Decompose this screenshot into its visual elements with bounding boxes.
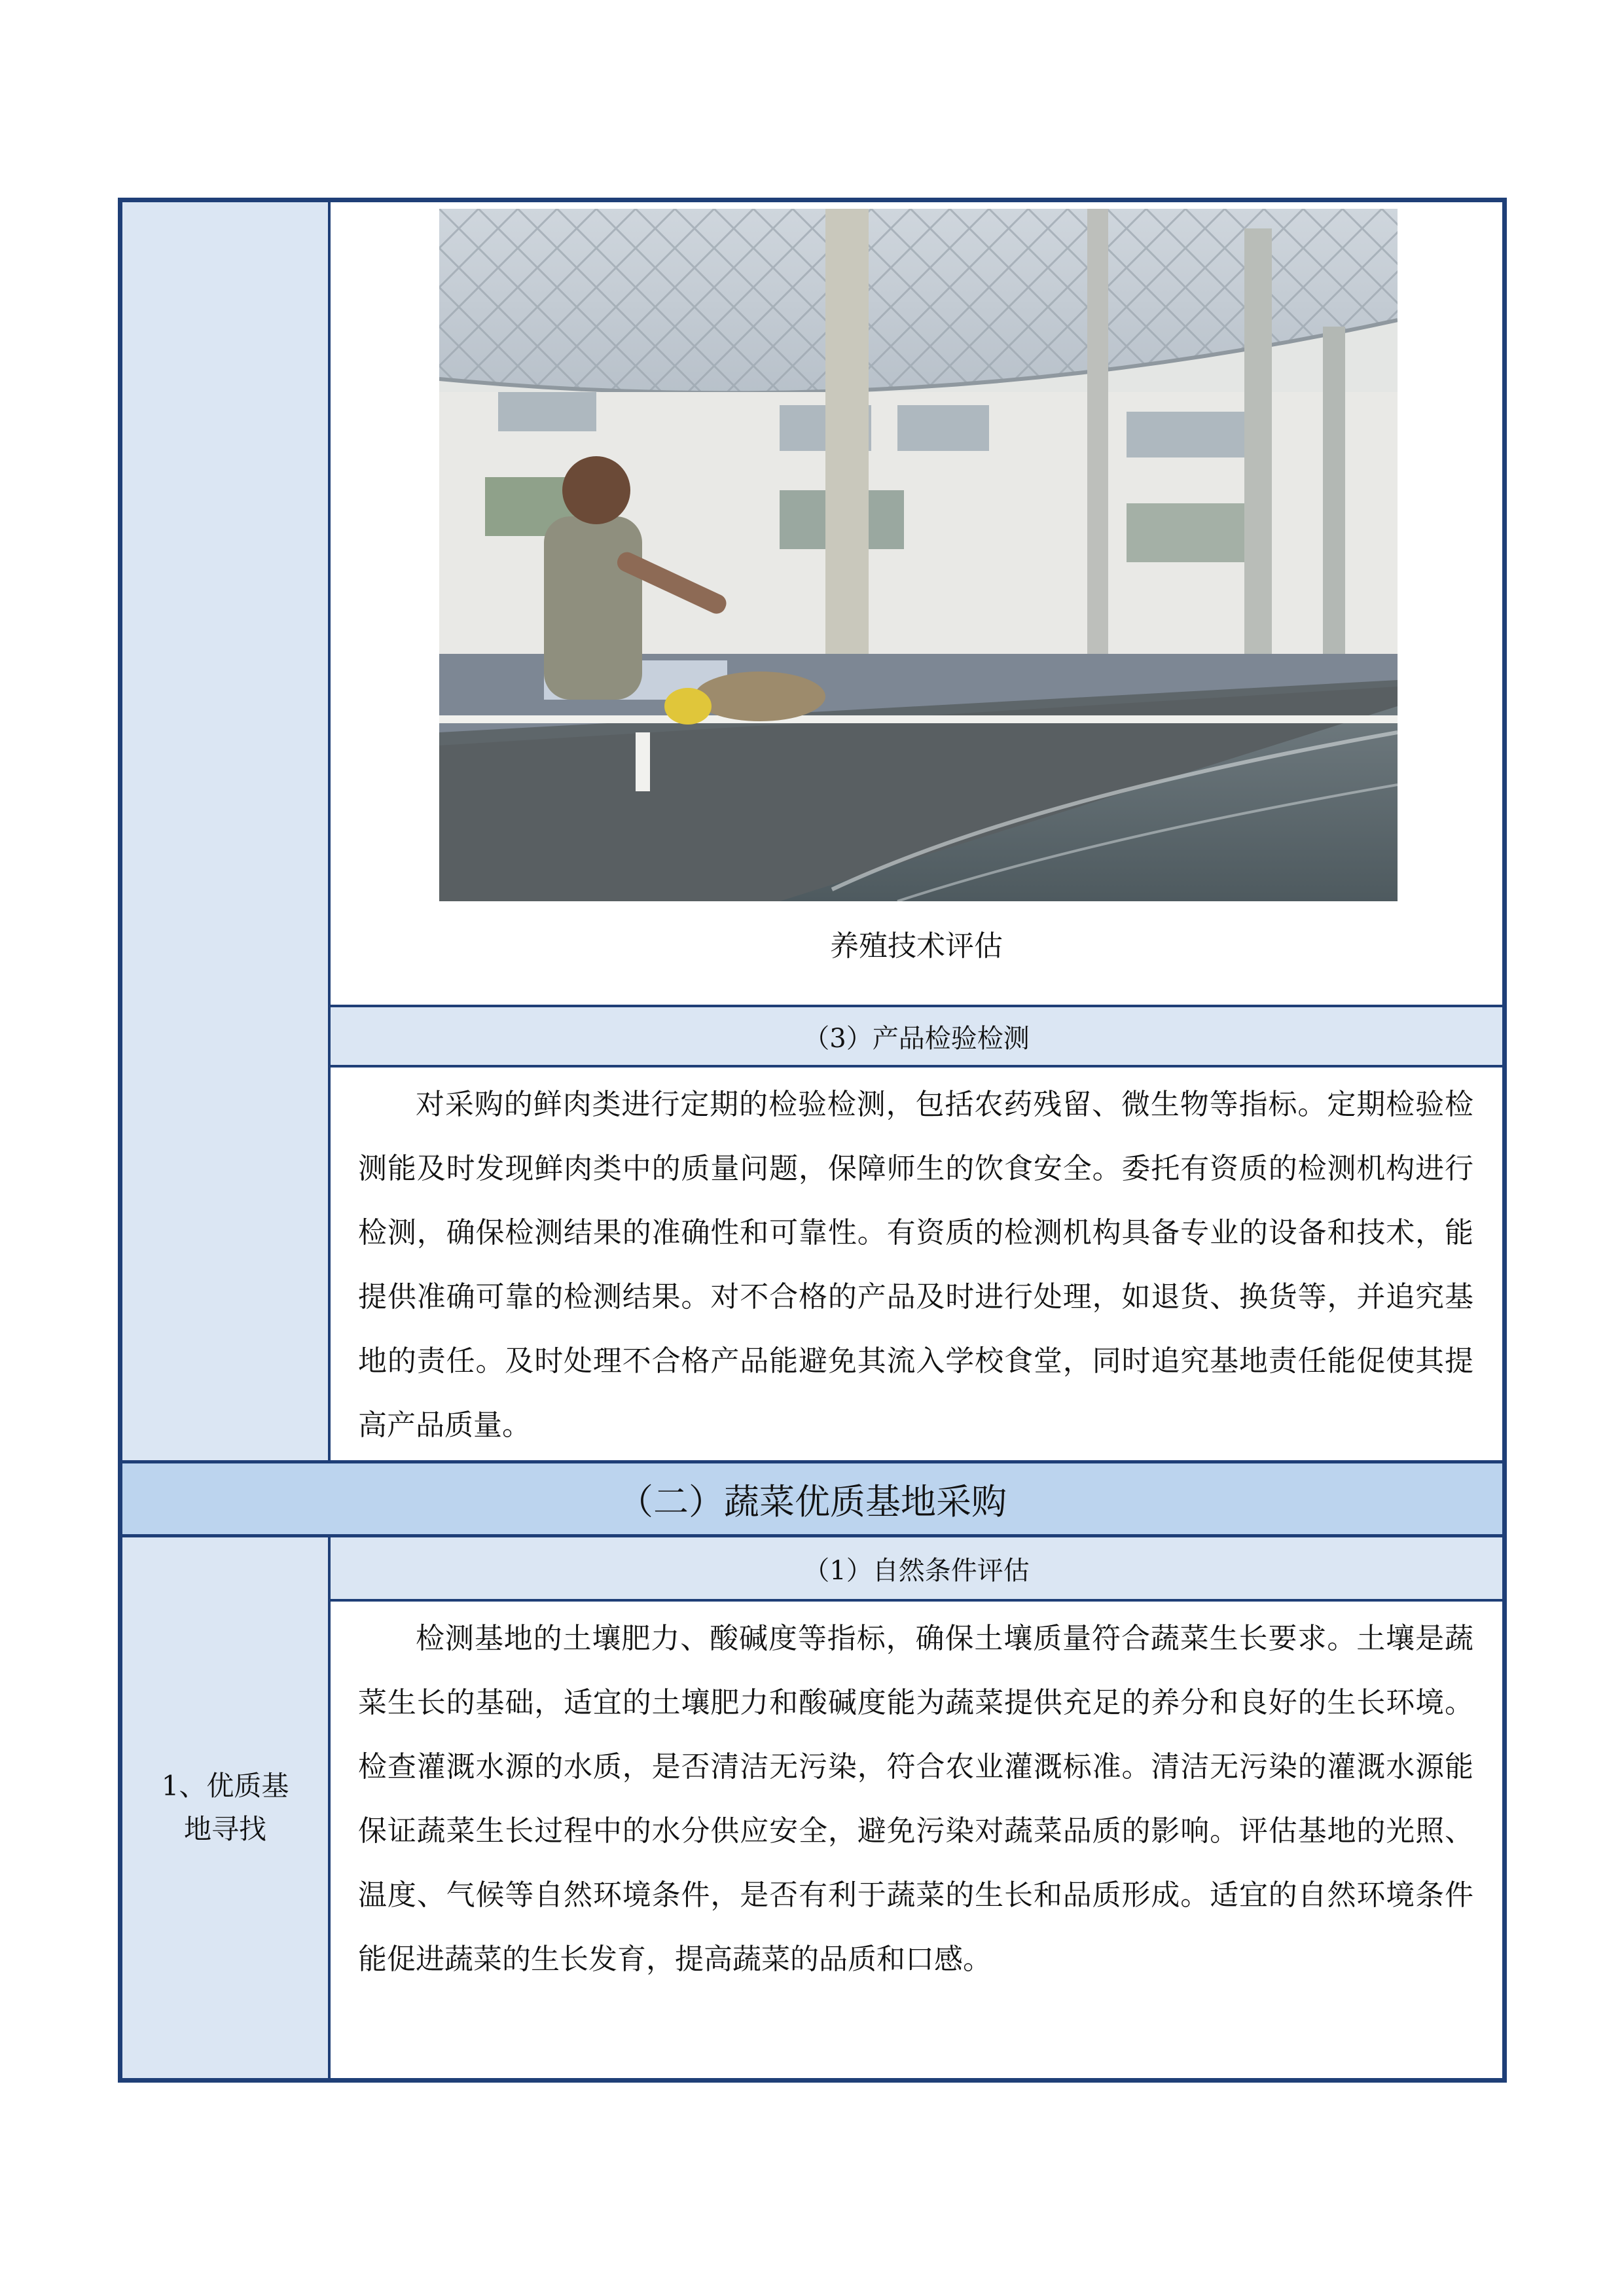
photo-cell bbox=[331, 202, 1502, 1005]
subsection-heading-natural-conditions: （1）自然条件评估 bbox=[331, 1537, 1502, 1602]
aquaculture-photo bbox=[439, 209, 1398, 901]
left-label-text: 1、优质基地寻找 bbox=[161, 1770, 289, 1845]
paragraph-product-inspection: 对采购的鲜肉类进行定期的检验检测，包括农药残留、微生物等指标。定期检验检测能及时发现鲜肉类中的质量问题，保障师生的饮食安全。委托有资质的检测机构进行检测，确保检测结果的准确性和可靠性。有资质的检测机构具备专业的设备和技术，能提供准确可靠的检测结果。对不合格的产品及时进行处理，如退货、换货等，并追究基地的责任。及时处理不合格产品能避免其流入学校食堂，同时追究基地责任能促使其提高产品质量。 bbox=[358, 1088, 1473, 1442]
photo-caption: 养殖技术评估 bbox=[830, 929, 1003, 963]
document-table bbox=[118, 198, 1507, 2083]
aquaculture-photo-illustration bbox=[439, 209, 1398, 901]
subsection-heading-product-inspection: （3）产品检验检测 bbox=[331, 1005, 1502, 1067]
left-label-cell-empty bbox=[122, 202, 331, 1460]
section-heading-vegetable-base: （二）蔬菜优质基地采购 bbox=[122, 1460, 1502, 1537]
paragraph-natural-conditions: 检测基地的土壤肥力、酸碱度等指标，确保土壤质量符合蔬菜生长要求。土壤是蔬菜生长的基础，适宜的土壤肥力和酸碱度能为蔬菜提供充足的养分和良好的生长环境。检查灌溉水源的水质，是否清洁无污染，符合农业灌溉标准。清洁无污染的灌溉水源能保证蔬菜生长过程中的水分供应安全，避免污染对蔬菜品质的影响。评估基地的光照、温度、气候等自然环境条件，是否有利于蔬菜的生长和品质形成。适宜的自然环境条件能促进蔬菜的生长发育，提高蔬菜的品质和口感。 bbox=[358, 1622, 1473, 1976]
left-label-cell bbox=[122, 1537, 331, 2078]
